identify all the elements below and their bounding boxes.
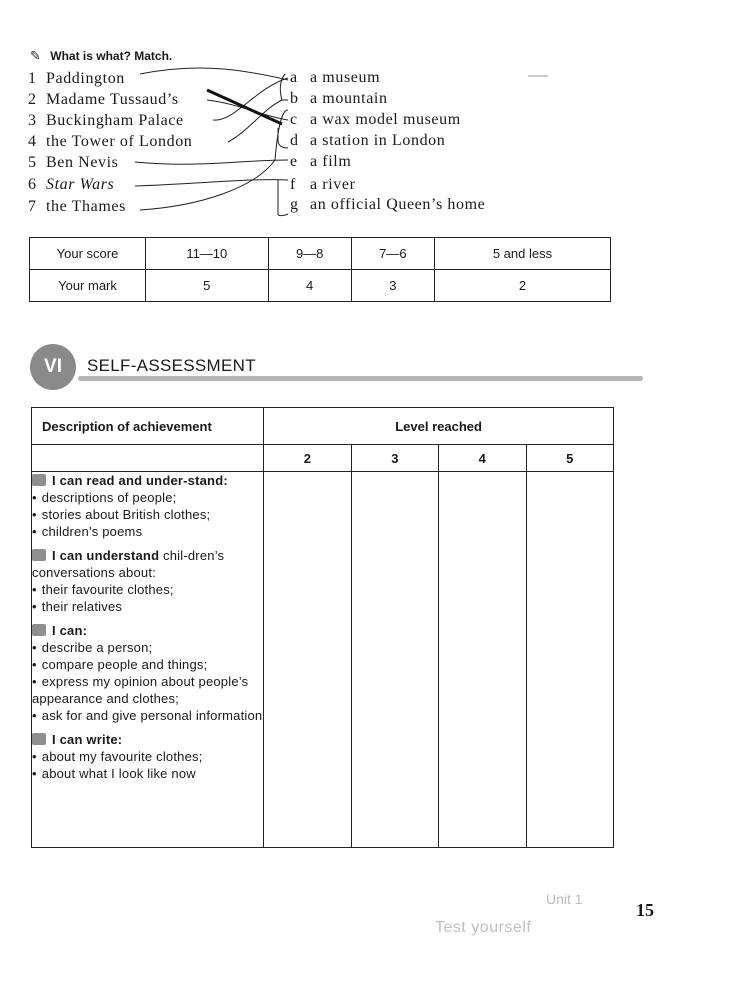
book-icon xyxy=(32,474,46,486)
match-line xyxy=(135,180,288,186)
section-number-badge: VI xyxy=(30,344,76,390)
mark-cell: 2 xyxy=(434,270,610,302)
listening-block: I can understand chil-dren’s conversations about: • their favourite clothes; • their relatives xyxy=(32,547,263,615)
left-item: 1 Paddington xyxy=(28,70,125,87)
left-item: 3 Buckingham Palace xyxy=(28,112,184,129)
left-item: 2 Madame Tussaud’s xyxy=(28,91,179,108)
left-item: 5 Ben Nevis xyxy=(28,154,119,171)
self-assessment-table xyxy=(31,407,614,848)
speaking-block: I can: • describe a person; • compare people and things; • express my opinion about people’s appearance and clothes; • ask for and give personal information xyxy=(32,622,263,724)
level-header: Level reached xyxy=(264,408,614,445)
mark-cell: 4 xyxy=(268,270,351,302)
match-line xyxy=(278,140,288,148)
score-cell: 5 and less xyxy=(434,238,610,270)
match-line xyxy=(135,160,288,164)
achievement-description xyxy=(32,472,264,848)
level-5-cell[interactable] xyxy=(526,472,614,848)
writing-icon xyxy=(32,733,46,745)
right-item: e a film xyxy=(290,153,352,170)
score-cell: 11—10 xyxy=(146,238,269,270)
page-number: 15 xyxy=(636,900,654,920)
task-heading-text: What is what? Match. xyxy=(50,49,173,63)
level-5-header: 5 xyxy=(526,445,614,472)
score-table xyxy=(29,237,611,302)
matching-lines xyxy=(0,0,735,240)
blank-cell xyxy=(32,445,264,472)
match-line xyxy=(140,68,288,80)
mark-row xyxy=(30,270,611,302)
mark-cell: Your mark xyxy=(30,270,146,302)
score-cell: 9—8 xyxy=(268,238,351,270)
writing-block: I can write: • about my favourite clothes; • about what I look like now xyxy=(32,731,263,782)
level-4-header: 4 xyxy=(439,445,526,472)
right-item: c a wax model museum xyxy=(290,111,461,128)
section-header xyxy=(30,340,615,390)
score-row xyxy=(30,238,611,270)
score-cell: 7—6 xyxy=(351,238,434,270)
right-item: f a river xyxy=(290,176,356,193)
level-3-header: 3 xyxy=(351,445,438,472)
pencil-icon: ✎ xyxy=(30,48,41,63)
right-item: a a museum xyxy=(290,69,381,86)
right-item: b a mountain xyxy=(290,90,388,107)
description-header: Description of achievement xyxy=(32,408,264,445)
level-3-cell[interactable] xyxy=(351,472,438,848)
score-cell: Your score xyxy=(30,238,146,270)
left-item: 7 the Thames xyxy=(28,198,126,215)
right-item: d a station in London xyxy=(290,132,446,149)
reading-block: I can read and under-stand: • descriptions of people; • stories about British clothes; • children’s poems xyxy=(32,472,263,540)
mark-cell: 5 xyxy=(146,270,269,302)
footer-subtitle: Test yourself xyxy=(435,919,532,936)
level-2-cell[interactable] xyxy=(264,472,351,848)
listening-icon xyxy=(32,549,46,561)
left-item: 4 the Tower of London xyxy=(28,133,193,150)
level-4-cell[interactable] xyxy=(439,472,526,848)
right-item: g an official Queen’s home xyxy=(290,196,486,213)
unit-label: Unit 1 xyxy=(546,891,583,907)
match-line xyxy=(278,214,288,216)
mark-cell: 3 xyxy=(351,270,434,302)
section-title: SELF-ASSESSMENT xyxy=(87,356,256,375)
left-item: 6 Star Wars xyxy=(28,176,115,193)
speaking-icon xyxy=(32,624,46,636)
section-underline xyxy=(78,376,643,381)
level-2-header: 2 xyxy=(264,445,351,472)
